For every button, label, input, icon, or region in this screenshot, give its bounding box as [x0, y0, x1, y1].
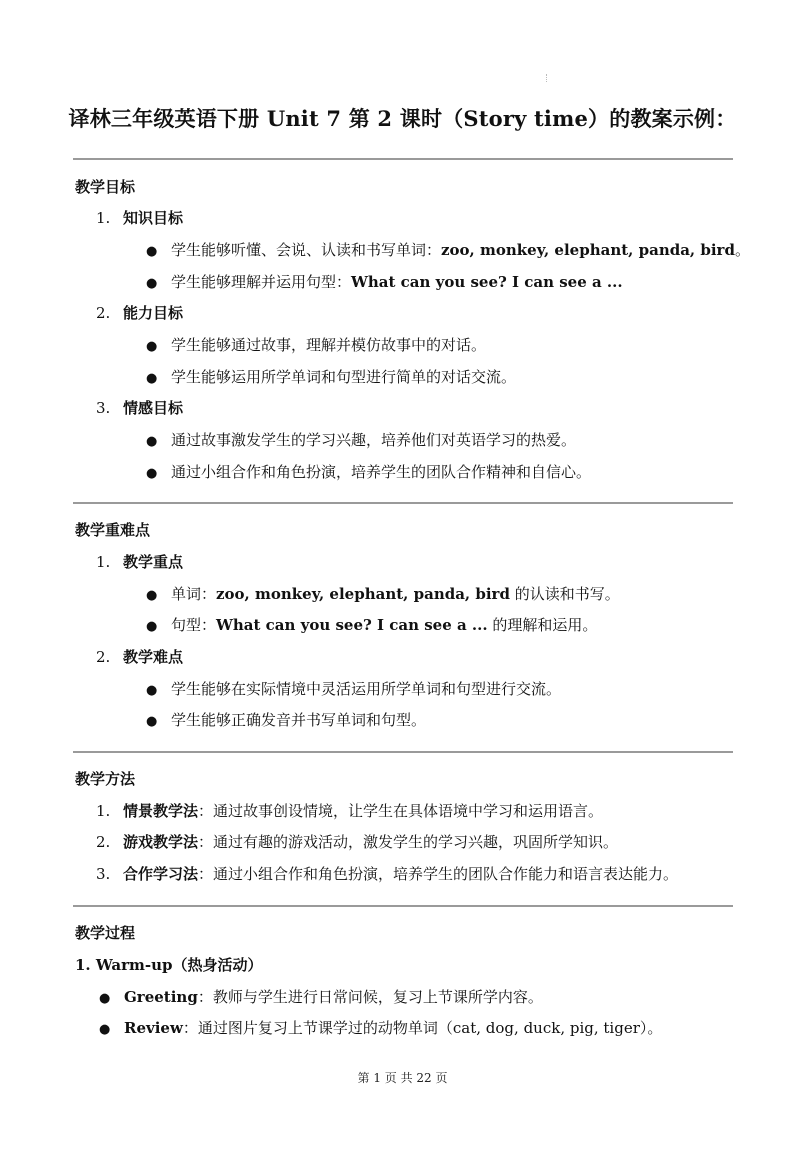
bullet-icon: ● [146, 339, 158, 354]
keypoint-difficulty: 2. 教学难点 [96, 648, 184, 666]
bullet-icon: ● [99, 1022, 111, 1037]
list-item: ● 通过小组合作和角色扮演，培养学生的团队合作精神和自信心。 [146, 463, 592, 481]
bullet-icon: ● [99, 991, 111, 1006]
page-footer: 第 1 页 共 22 页 [357, 1071, 448, 1085]
bullet-icon: ● [146, 714, 158, 729]
list-item: ● 学生能够通过故事，理解并模仿故事中的对话。 [146, 336, 487, 354]
bullet-icon: ● [146, 371, 158, 386]
process-step-title: 1. Warm-up（热身活动） [75, 956, 263, 974]
margin-mark [546, 74, 549, 82]
bullet-icon: ● [146, 466, 158, 481]
document-title: 译林三年级英语下册 Unit 7 第 2 课时（Story time）的教案示例： [68, 106, 737, 131]
section-heading-methods: 教学方法 [75, 770, 136, 788]
list-item: ● Review：通过图片复习上节课学过的动物单词（cat, dog, duck, pig, tiger）。 [99, 1019, 663, 1037]
keypoint-focus: 1. 教学重点 [96, 553, 184, 571]
divider [73, 158, 733, 160]
list-item: ● 学生能够听懂、会说、认读和书写单词：zoo, monkey, elephant, panda, bird。 [146, 241, 750, 259]
section-heading-objectives: 教学目标 [75, 178, 136, 196]
list-item: ● 学生能够在实际情境中灵活运用所学单词和句型进行交流。 [146, 680, 562, 698]
method-item: 3. 合作学习法：通过小组合作和角色扮演，培养学生的团队合作能力和语言表达能力。 [96, 865, 679, 883]
list-item: ● 学生能够正确发音并书写单词和句型。 [146, 711, 427, 729]
list-item: ● Greeting：教师与学生进行日常问候，复习上节课所学内容。 [99, 988, 543, 1006]
objective-ability: 2. 能力目标 [96, 304, 184, 322]
divider [73, 751, 733, 753]
bullet-icon: ● [146, 619, 158, 634]
list-item: ● 学生能够理解并运用句型：What can you see? I can see a ... [146, 273, 623, 291]
list-item: ● 通过故事激发学生的学习兴趣，培养他们对英语学习的热爱。 [146, 431, 577, 449]
bullet-icon: ● [146, 683, 158, 698]
objective-knowledge: 1. 知识目标 [96, 209, 184, 227]
list-item: ● 单词：zoo, monkey, elephant, panda, bird 的认读和书写。 [146, 585, 620, 603]
method-item: 1. 情景教学法：通过故事创设情境，让学生在具体语境中学习和运用语言。 [96, 802, 604, 820]
bullet-icon: ● [146, 434, 158, 449]
divider [73, 502, 733, 504]
list-item: ● 句型：What can you see? I can see a ... 的理解和运用。 [146, 616, 598, 634]
list-item: ● 学生能够运用所学单词和句型进行简单的对话交流。 [146, 368, 517, 386]
bullet-icon: ● [146, 276, 158, 291]
bullet-icon: ● [146, 588, 158, 603]
section-heading-process: 教学过程 [75, 924, 136, 942]
section-heading-keypoints: 教学重难点 [75, 521, 151, 539]
divider [73, 905, 733, 907]
bullet-icon: ● [146, 244, 158, 259]
method-item: 2. 游戏教学法：通过有趣的游戏活动，激发学生的学习兴趣，巩固所学知识。 [96, 833, 619, 851]
objective-emotion: 3. 情感目标 [96, 399, 184, 417]
